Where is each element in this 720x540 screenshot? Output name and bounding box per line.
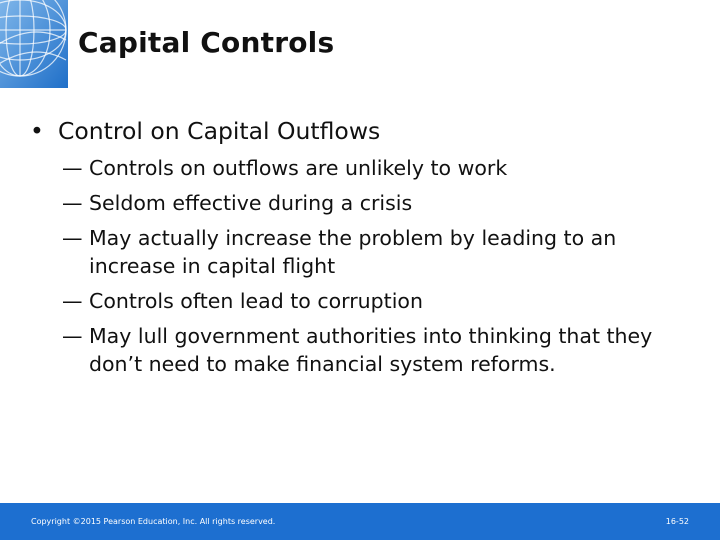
dash-marker: — xyxy=(62,226,83,250)
main-bullet xyxy=(30,116,690,146)
sub-bullet-text: May lull government authorities into thinking that they don’t need to make financial system reforms. xyxy=(89,324,653,376)
dash-marker: — xyxy=(62,156,83,180)
sub-bullet-text: Controls on outflows are unlikely to work xyxy=(89,156,508,180)
dash-marker: — xyxy=(62,289,83,313)
sub-bullet-text: Seldom effective during a crisis xyxy=(89,191,413,215)
sub-bullet xyxy=(62,322,702,378)
footer-bar xyxy=(0,503,720,540)
copyright-notice: Copyright ©2015 Pearson Education, Inc. All rights reserved. xyxy=(31,517,276,526)
globe-icon xyxy=(0,0,68,88)
sub-bullet xyxy=(62,224,702,280)
dash-marker: — xyxy=(62,191,83,215)
page-number: 16-52 xyxy=(665,517,689,526)
sub-bullet xyxy=(62,189,702,217)
dash-marker: — xyxy=(62,324,83,348)
slide-title: Capital Controls xyxy=(78,26,335,59)
main-bullet-text: Control on Capital Outflows xyxy=(58,117,381,145)
sub-bullet-text: May actually increase the problem by leading to an increase in capital flight xyxy=(89,226,617,278)
sub-bullet xyxy=(62,287,702,315)
sub-bullet-text: Controls often lead to corruption xyxy=(89,289,423,313)
sub-bullet xyxy=(62,154,702,182)
header xyxy=(0,0,720,90)
bullet-dot: • xyxy=(30,117,44,145)
